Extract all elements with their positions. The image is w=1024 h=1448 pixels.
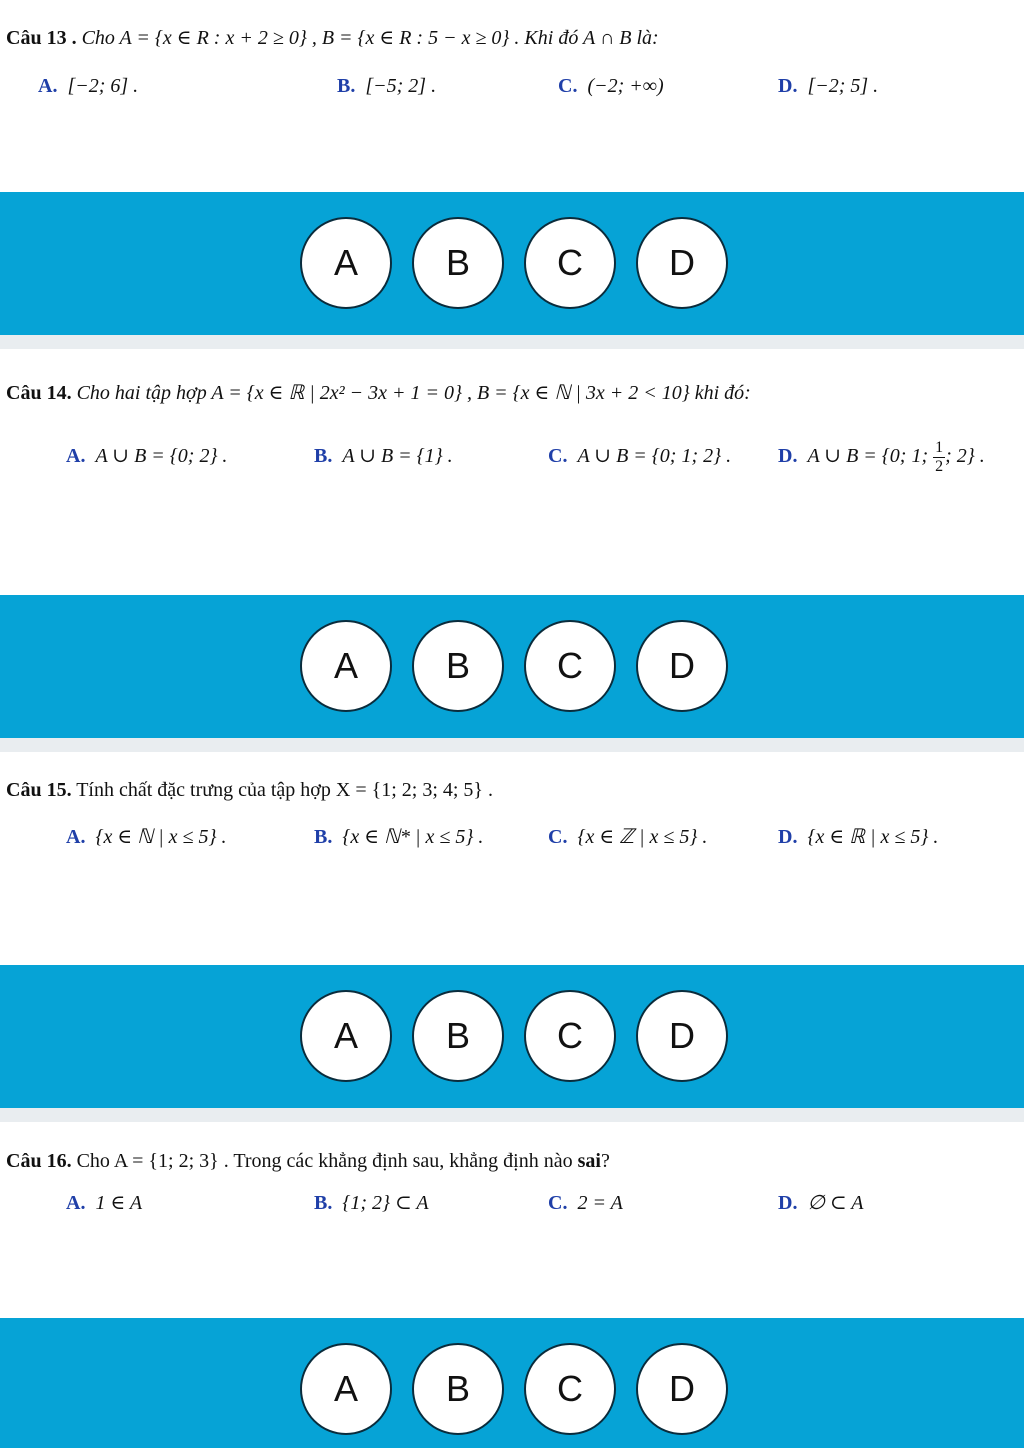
options-row [0, 1183, 1024, 1223]
question-text [6, 776, 493, 804]
answer-button-c[interactable]: C [524, 217, 616, 309]
answer-button-d[interactable]: D [636, 990, 728, 1082]
question-card-15 [0, 752, 1024, 965]
answer-button-b[interactable]: B [412, 1343, 504, 1435]
option-c: C. A ∪ B = {0; 1; 2} . [548, 445, 732, 467]
option-d: D. [−2; 5] . [778, 75, 879, 97]
answer-button-a[interactable]: A [300, 990, 392, 1082]
answer-band-14 [0, 595, 1024, 738]
option-a: A. 1 ∈ A [66, 1192, 143, 1214]
question-number: Câu 16. [6, 1150, 72, 1172]
option-a: A. [−2; 6] . [38, 75, 139, 97]
option-d: D. ∅ ⊂ A [778, 1192, 864, 1214]
answer-button-c[interactable]: C [524, 990, 616, 1082]
answer-button-a[interactable]: A [300, 1343, 392, 1435]
question-number: Câu 15. [6, 779, 72, 801]
options-row [0, 817, 1024, 857]
question-text: Câu 16. Cho A = {1; 2; 3} . Trong các khẳng định sau, khẳng định nào sai? [6, 1150, 610, 1172]
fraction-one-half: $\frac{1}{2}$ [935, 438, 944, 475]
answer-button-a[interactable]: A [300, 217, 392, 309]
question-card-13 [0, 0, 1024, 192]
answer-button-d[interactable]: D [636, 620, 728, 712]
answer-button-a[interactable]: A [300, 620, 392, 712]
question-emphasis: sai [577, 1150, 601, 1172]
option-b: B. A ∪ B = {1} . [314, 445, 453, 467]
question-stem: Tính chất đặc trưng của tập hợp X = {1; 2; 3; 4; 5} . [76, 779, 494, 801]
answer-band-16 [0, 1318, 1024, 1448]
question-text [6, 24, 659, 52]
question-text [6, 379, 751, 407]
answer-button-c[interactable]: C [524, 620, 616, 712]
question-stem: Cho A = {x ∈ R : x + 2 ≥ 0} , B = {x ∈ R : 5 − x ≥ 0} . Khi đó A ∩ B là: [81, 27, 659, 49]
question-number: Câu 13 . [6, 27, 77, 49]
answer-band-15 [0, 965, 1024, 1108]
option-d: D. A ∪ B = {0; 1; $\frac{1}{2}$ ; 2} . [778, 438, 985, 475]
question-card-16 [0, 1122, 1024, 1318]
answer-band-13 [0, 192, 1024, 335]
question-number: Câu 14. [6, 382, 72, 404]
option-c: C. {x ∈ ℤ | x ≤ 5} . [548, 826, 708, 848]
question-card-14 [0, 349, 1024, 595]
option-a: A. A ∪ B = {0; 2} . [66, 445, 228, 467]
answer-button-b[interactable]: B [412, 217, 504, 309]
option-b: B. [−5; 2] . [337, 75, 437, 97]
option-c: C. (−2; +∞) [558, 75, 664, 97]
option-a: A. {x ∈ ℕ | x ≤ 5} . [66, 826, 227, 848]
answer-button-b[interactable]: B [412, 620, 504, 712]
options-row [0, 66, 1024, 106]
question-stem: Cho A = {1; 2; 3} . Trong các khẳng định sau, khẳng định nào [76, 1150, 573, 1172]
option-b: B. {x ∈ ℕ* | x ≤ 5} . [314, 826, 484, 848]
answer-button-d[interactable]: D [636, 1343, 728, 1435]
options-row [0, 436, 1024, 476]
answer-button-b[interactable]: B [412, 990, 504, 1082]
answer-button-d[interactable]: D [636, 217, 728, 309]
answer-button-c[interactable]: C [524, 1343, 616, 1435]
option-b: B. {1; 2} ⊂ A [314, 1192, 429, 1214]
option-d: D. {x ∈ ℝ | x ≤ 5} . [778, 826, 939, 848]
question-stem: Cho hai tập hợp A = {x ∈ ℝ | 2x² − 3x + 1 = 0} , B = {x ∈ ℕ | 3x + 2 < 10} khi đó: [76, 382, 751, 404]
option-c: C. 2 = A [548, 1192, 623, 1214]
